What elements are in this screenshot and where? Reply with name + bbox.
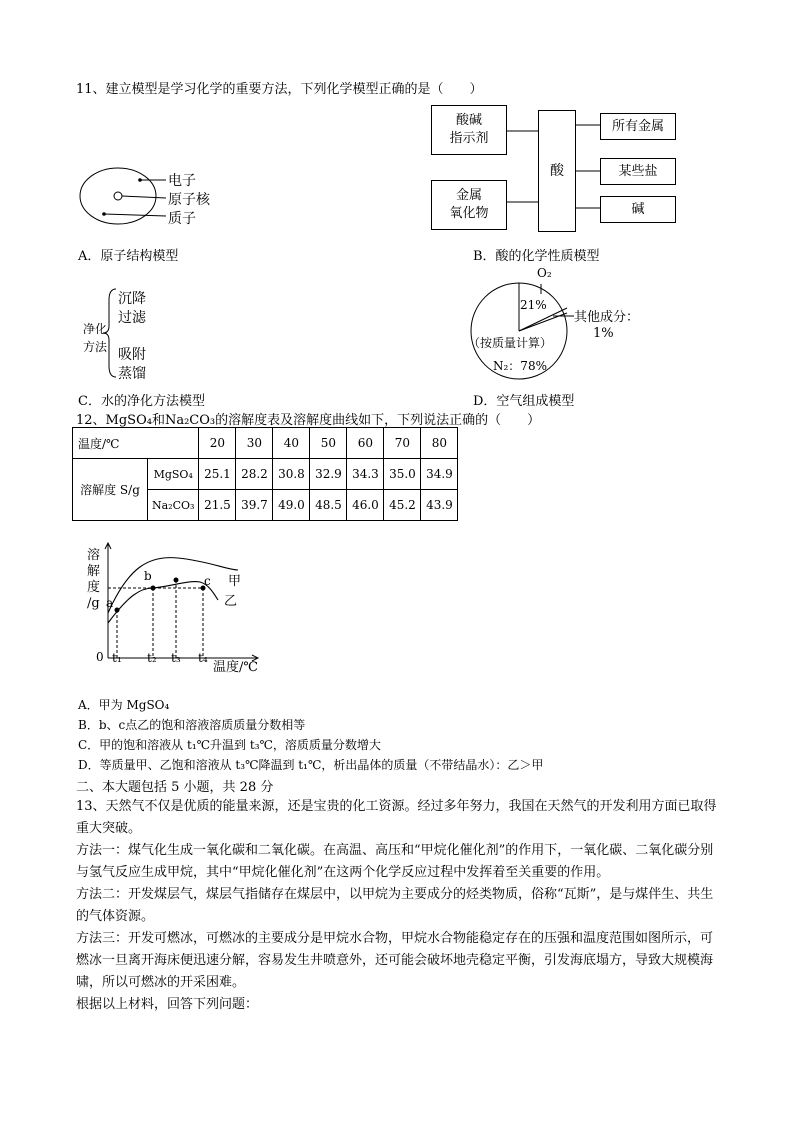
row-name-na2co3: Na₂CO₃ [148,490,199,521]
point-b-label: b [144,569,152,583]
method-adsorption: 吸附 [118,347,146,363]
atom-model-diagram [78,158,238,238]
value-cell: 30.8 [273,459,310,490]
value-cell: 25.1 [199,459,236,490]
acid-center-box: 酸 [538,110,576,232]
q12-option-b: B．b、c点乙的饱和溶液溶质质量分数相等 [78,718,306,732]
x-axis-label: 温度/℃ [213,660,258,675]
option-a-label: A．原子结构模型 [78,249,179,264]
value-cell: 43.9 [421,490,458,521]
value-cell: 34.9 [421,459,458,490]
value-cell: 32.9 [310,459,347,490]
q13-method-2: 方法二：开发煤层气，煤层气指储存在煤层中，以甲烷为主要成分的烃类物质，俗称“瓦斯”，是与煤伴生、共生的气体资源。 [76,887,714,924]
option-c-label: C．水的净化方法模型 [78,394,205,409]
value-cell: 35.0 [384,459,421,490]
indicator-box [431,105,507,155]
tick-t3: t₃ [171,651,181,665]
oxide-line1: 金属 [455,188,482,203]
temp-cell: 40 [273,428,310,459]
value-cell: 28.2 [236,459,273,490]
section-2-heading: 二、本大题包括 5 小题，共 28 分 [76,780,274,795]
origin-label: 0 [96,650,104,664]
table-row [73,428,458,459]
value-cell: 48.5 [310,490,347,521]
temp-header: 温度/℃ [73,428,199,459]
y-label-2: 解 [87,564,101,579]
value-cell: 49.0 [273,490,310,521]
some-salts-box: 某些盐 [600,158,676,185]
y-label-3: 度 [87,580,101,595]
q13-method-3: 方法三：开发可燃冰，可燃冰的主要成分是甲烷水合物，甲烷水合物能稳定存在的压强和温度范围如图所示，可燃冰一旦离开海床便迅速分解，容易发生井喷意外，还可能会破坏地壳稳定平衡，引发海底塌方，导致大规模海啸，所以可燃冰的开采困难。 [76,931,714,990]
value-cell: 21.5 [199,490,236,521]
point-c-label: c [204,574,211,588]
metal-oxide-box [431,180,507,230]
temp-cell: 60 [347,428,384,459]
option-d-label: D．空气组成模型 [473,394,575,409]
q12-option-c: C．甲的饱和溶液从 t₁℃升温到 t₃℃，溶质质量分数增大 [78,738,381,752]
temp-cell: 50 [310,428,347,459]
other-components-label: 其他成分： [574,310,640,325]
point-b [151,586,156,591]
y-label-1: 溶 [87,548,101,563]
all-metals-box: 所有金属 [600,113,676,140]
y-axis-label [87,548,100,612]
indicator-line1: 酸碱 [455,113,482,128]
base-box: 碱 [600,196,676,223]
row-name-mgso4: MgSO₄ [148,459,199,490]
method-distillation: 蒸馏 [118,366,146,382]
tick-t4: t₄ [198,651,208,665]
value-cell: 39.7 [236,490,273,521]
purify-brace [100,286,120,380]
temp-cell: 70 [384,428,421,459]
point-a [115,608,120,613]
tick-t1: t₁ [112,651,122,665]
tick-t2: t₂ [147,651,157,665]
temp-cell: 80 [421,428,458,459]
table-row [73,459,458,490]
atom-proton-label: 质子 [168,211,196,227]
q11-stem: 11、建立模型是学习化学的重要方法，下列化学模型正确的是（ ） [76,82,483,97]
value-cell: 34.3 [347,459,384,490]
temp-cell: 20 [199,428,236,459]
o2-label: O₂ [537,266,552,280]
method-sedimentation: 沉降 [118,291,146,307]
q12-option-d: D．等质量甲、乙饱和溶液从 t₃℃降温到 t₁℃，析出晶体的质量（不带结晶水）：乙＞甲 [78,758,544,772]
atom-electron-label: 电子 [168,173,196,189]
curve-yi-label: 乙 [224,594,238,609]
point-t3 [174,578,179,583]
by-mass-note: （按质量计算） [468,336,553,350]
method-filtration: 过滤 [118,310,146,326]
temp-cell: 30 [236,428,273,459]
option-b-label: B．酸的化学性质模型 [473,249,600,264]
atom-nucleus-circle [114,192,122,200]
indicator-line2: 指示剂 [449,131,489,146]
solubility-table [72,427,458,521]
point-a-label: a [106,596,114,610]
q13-question-prompt: 根据以上材料，回答下列问题： [76,997,259,1012]
o2-percent: 21% [520,298,547,312]
value-cell: 46.0 [347,490,384,521]
value-cell: 45.2 [384,490,421,521]
q12-option-a: A．甲为 MgSO₄ [78,698,170,712]
other-components-percent: 1% [593,326,614,341]
curve-jia-label: 甲 [228,574,242,589]
n2-label: N₂：78% [493,359,547,373]
q12-stem: 12、MgSO₄和Na₂CO₃的溶解度表及溶解度曲线如下，下列说法正确的（ ） [76,413,541,428]
y-label-4: /g [87,596,100,611]
purify-label-line2: 方法 [83,340,108,354]
atom-nucleus-label: 原子核 [168,192,210,208]
solubility-header: 溶解度 S/g [73,459,148,521]
purify-label-line1: 净化 [83,322,108,336]
q13-intro: 13、天然气不仅是优质的能量来源，还是宝贵的化工资源。经过多年努力，我国在天然气的开发利用方面已取得重大突破。 [76,799,717,836]
oxide-line2: 氧化物 [449,206,489,221]
q13-method-1: 方法一：煤气化生成一氧化碳和二氧化碳。在高温、高压和“甲烷化催化剂”的作用下，一氧化碳、二氧化碳分别与氢气反应生成甲烷，其中“甲烷化催化剂”在这两个化学反应过程中发挥着至关重要的作用。 [76,843,714,880]
